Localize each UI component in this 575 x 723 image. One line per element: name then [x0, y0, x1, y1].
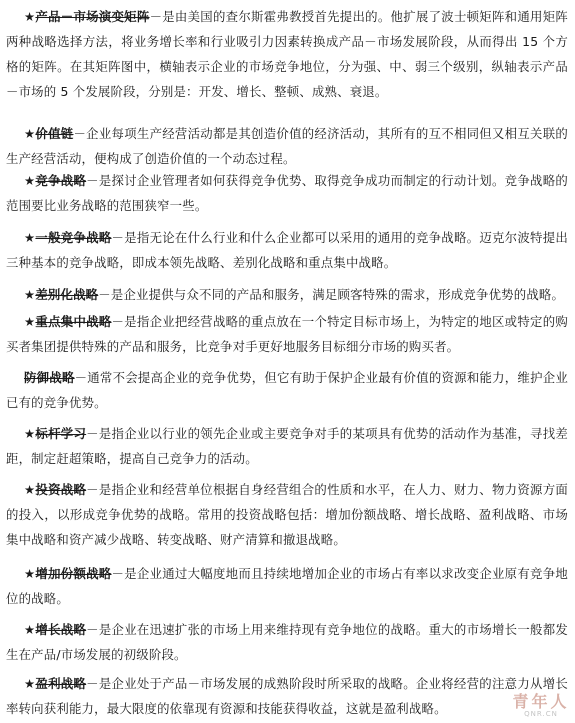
- term: 价值链: [35, 126, 74, 141]
- entry-focus-strategy: [6, 309, 568, 359]
- term: 盈利战略: [35, 676, 87, 691]
- entry-product-market-matrix: [6, 4, 568, 104]
- definition: －是企业在迅速扩张的市场上用来维持现有竞争地位的战略。重大的市场增长一般都发生在产品/市场发展的初级阶段。: [6, 622, 568, 662]
- entry-benchmarking: [6, 421, 568, 471]
- bullet-star: ★: [24, 482, 36, 497]
- term: 重点集中战略: [35, 314, 112, 329]
- definition: －是探讨企业管理者如何获得竞争优势、取得竞争成功而制定的行动计划。竞争战略的范围要比业务战略的范围狭窄一些。: [6, 173, 568, 213]
- term: 差别化战略: [35, 287, 99, 302]
- bullet-star: ★: [24, 676, 36, 691]
- definition: －通常不会提高企业的竞争优势，但它有助于保护企业最有价值的资源和能力，维护企业已有的竞争优势。: [6, 370, 568, 410]
- definition: －是企业提供与众不同的产品和服务，满足顾客特殊的需求，形成竞争优势的战略。: [98, 287, 565, 302]
- bullet-star: ★: [24, 126, 36, 141]
- definition: －是由美国的查尔斯霍弗教授首先提出的。他扩展了波士顿矩阵和通用矩阵两种战略选择方法，将业务增长率和行业吸引力因素转换成产品－市场发展阶段，从而得出 15 个方格的矩阵。在其矩阵图中，横轴表示企业的市场竞争地位，分为强、中、弱三个级别，纵轴表示产品－市场的 5 个发展阶段，分别是：开发、增长、整顿、成熟、衰退。: [6, 9, 568, 99]
- bullet-star: ★: [24, 230, 36, 245]
- watermark-domain: QNR.CN: [524, 710, 558, 718]
- term: 竞争战略: [35, 173, 87, 188]
- entry-growth-strategy: [6, 617, 568, 667]
- bullet-star: ★: [24, 173, 36, 188]
- bullet-star: ★: [24, 314, 36, 329]
- term: 防御战略: [24, 370, 75, 385]
- term: 增加份额战略: [35, 566, 112, 581]
- term: 一般竞争战略: [35, 230, 112, 245]
- definition: －是指企业以行业的领先企业或主要竞争对手的某项具有优势的活动作为基准，寻找差距，制定赶超策略，提高自己竞争力的活动。: [6, 426, 568, 466]
- bullet-star: ★: [24, 566, 36, 581]
- entry-value-chain: [6, 121, 568, 171]
- bullet-star: ★: [24, 9, 36, 24]
- entry-defensive-strategy: [6, 365, 568, 415]
- bullet-star: ★: [24, 622, 36, 637]
- bullet-star: ★: [24, 287, 36, 302]
- bullet-star: ★: [24, 426, 36, 441]
- term: 产品－市场演变矩阵: [35, 9, 150, 24]
- term: 投资战略: [35, 482, 87, 497]
- definition: －是指企业把经营战略的重点放在一个特定目标市场上，为特定的地区或特定的购买者集团提供特殊的产品和服务，比竞争对手更好地服务目标细分市场的购买者。: [6, 314, 569, 354]
- entry-competitive-strategy: [6, 168, 568, 218]
- watermark-text: 青年人: [512, 692, 570, 711]
- definition: －是企业通过大幅度地而且持续地增加企业的市场占有率以求改变企业原有竞争地位的战略。: [6, 566, 569, 606]
- entry-investment-strategy: [6, 477, 568, 552]
- entry-profit-strategy: [6, 671, 568, 721]
- term: 增长战略: [35, 622, 87, 637]
- entry-differentiation-strategy: [6, 282, 568, 307]
- watermark-logo: [511, 693, 571, 721]
- definition: －是企业处于产品－市场发展的成熟阶段时所采取的战略。企业将经营的注意力从增长率转向获利能力，最大限度的依靠现有资源和技能获得收益，这就是盈利战略。: [6, 676, 568, 716]
- definition: －是指企业和经营单位根据自身经营组合的性质和水平，在人力、财力、物力资源方面的投入，以形成竞争优势的战略。常用的投资战略包括：增加份额战略、增长战略、盈利战略、市场集中战略和资产减少战略、转变战略、财产清算和撤退战略。: [6, 482, 568, 547]
- entry-share-increase-strategy: [6, 561, 568, 611]
- definition: －企业每项生产经营活动都是其创造价值的经济活动，其所有的互不相同但又相互关联的生产经营活动，便构成了创造价值的一个动态过程。: [6, 126, 568, 166]
- definition: －是指无论在什么行业和什么企业都可以采用的通用的竞争战略。迈克尔波特提出三种基本的竞争战略，即成本领先战略、差别化战略和重点集中战略。: [6, 230, 569, 270]
- term: 标杆学习: [35, 426, 87, 441]
- entry-generic-competitive-strategy: [6, 225, 568, 275]
